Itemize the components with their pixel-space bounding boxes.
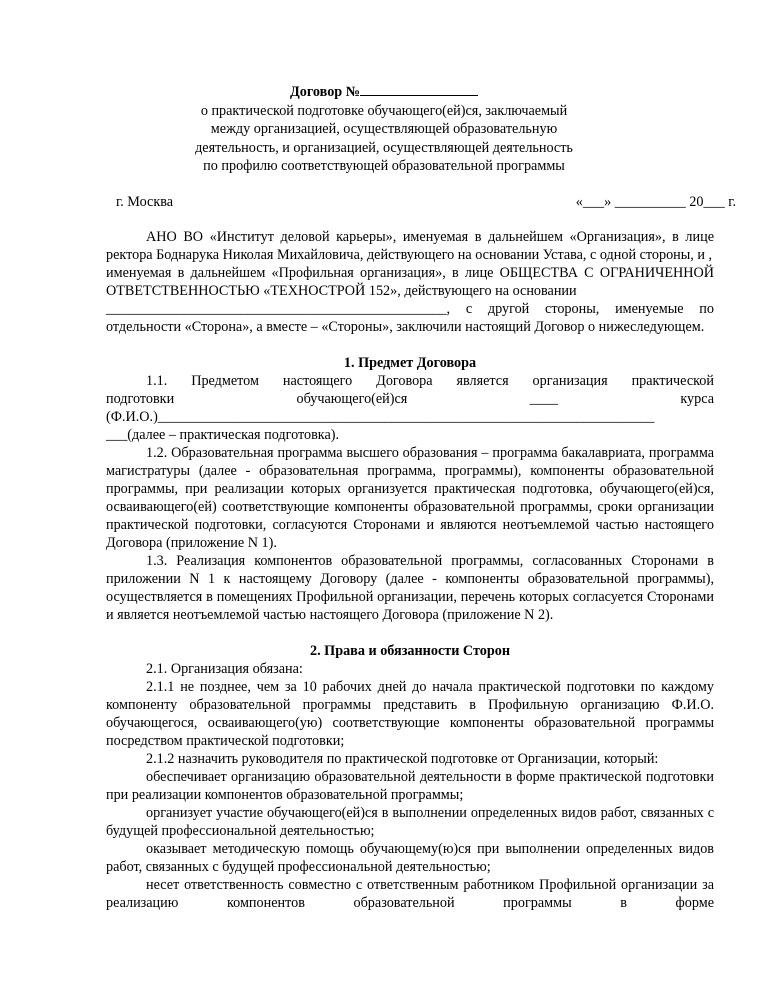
intro-paragraph: АНО ВО «Институт деловой карьеры», именуемая в дальнейшем «Организация», в лице ректора Боднарука Николая Михайловича, действующего на основании Устава, с одной стороны, и ,	[106, 229, 714, 263]
clause-1-3: 1.3. Реализация компонентов образовательной программы, согласованных Сторонами в приложении N 1 к настоящему Договору (далее - компоненты образовательной программы), осуществляется в помещениях Профильной организации, перечень которых согласуется Сторонами и является неотъемлемой частью настоящего Договора (приложение N 2).	[106, 553, 714, 623]
contract-title: Договор №	[0, 82, 768, 102]
subtitle-line: о практической подготовке обучающего(ей)ся, заключаемый	[200, 102, 568, 119]
clause-2-1-1: 2.1.1 не позднее, чем за 10 рабочих дней до начала практической подготовки по каждому компоненту образовательной программы представить в Профильную организацию Ф.И.О. обучающегося, осваивающего(ую) соответствующие компоненты образовательной программы посредством практической подготовки;	[106, 679, 714, 749]
duty-item: оказывает методическую помощь обучающему(ю)ся при выполнении определенных видов работ, связанных с будущей профессиональной деятельностью;	[106, 841, 714, 875]
clause-1-1: 1.1. Предметом настоящего Договора является организация практической	[146, 373, 714, 389]
document-body	[106, 228, 714, 912]
clause-2-1: 2.1. Организация обязана:	[146, 661, 303, 677]
intro-paragraph	[106, 300, 714, 336]
intro-paragraph: именуемая в дальнейшем «Профильная организация», в лице ОБЩЕСТВА С ОГРАНИЧЕННОЙ ОТВЕТСТВЕННОСТЬЮ «ТЕХНОСТРОЙ 152», действующего на основании	[106, 265, 714, 299]
clause-2-1-2: 2.1.2 назначить руководителя по практической подготовке от Организации, который:	[146, 751, 659, 767]
clause-1-1: ___(далее – практическая подготовка).	[106, 427, 340, 443]
subtitle-line: по профилю соответствующей образовательной программы	[203, 158, 565, 174]
document-header	[0, 82, 768, 176]
signatory-blank: ________________________________________________	[106, 301, 447, 317]
subtitle-line: деятельность, и организацией, осуществляющей деятельность	[195, 139, 573, 156]
subtitle-line: между организацией, осуществляющей образовательную	[210, 121, 558, 137]
duty-item: организует участие обучающего(ей)ся в выполнении определенных видов работ, связанных с будущей профессиональной деятельностью;	[106, 805, 714, 839]
contract-date: «___» __________ 20___ г.	[575, 194, 736, 210]
section-heading: 2. Права и обязанности Сторон	[309, 643, 511, 659]
intro-text: , с другой стороны, именуемые по отдельности «Сторона», а вместе – «Стороны», заключили настоящий Договор о нижеследующем.	[106, 301, 714, 335]
contract-number-blank	[360, 82, 478, 96]
clause-1-2: 1.2. Образовательная программа высшего образования – программа бакалавриата, программа магистратуры (далее - образовательная программа, программы), компоненты образовательной программы, при реализации которых организуется практическая подготовка, обучающего(ей)ся, осваивающего(ей) соответствующие компоненты образовательной программы, сроки организации практической подготовки, согласуются Сторонами и являются неотъемлемой частью настоящего Договора (приложение N 1).	[106, 445, 714, 551]
duty-item: обеспечивает организацию образовательной деятельности в форме практической подготовки при реализации компонентов образовательной программы;	[106, 769, 714, 803]
clause-1-1: подготовки обучающего(ей)ся ____ курса	[106, 391, 714, 407]
section-heading: 1. Предмет Договора	[343, 355, 477, 371]
duty-item: несет ответственность совместно с ответственным работником Профильной организации за реализацию компонентов образовательной программы в форме	[106, 877, 714, 911]
contract-city: г. Москва	[116, 194, 174, 210]
student-name-blank: (Ф.И.О.)______________________________________________________________________	[106, 409, 655, 425]
